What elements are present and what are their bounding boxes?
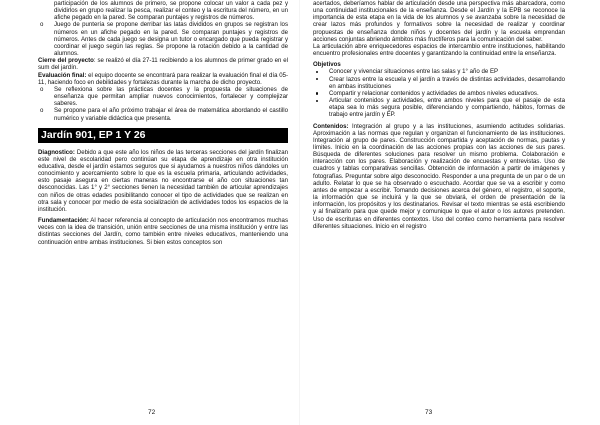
contenidos-text: Integración al grupo y a las instituciones, asumiendo actitudes solidarias. Aproximación a las normas que regulan y organizan el funcionamiento de las instituciones. Integración al grupo de pares. Construcción compartida y aceptación de normas, pautas y límites. Inicio en la coordinación de las acciones propias con las acciones de sus pares. Búsqueda de diferentes soluciones para resolver un mismo problema. Colaboración e interacción con los pares. Elaboración y realización de encuestas y entrevistas. Uso de cuadros y tablas comparativas sencillas. Obtención de información a partir de imágenes y fotografías. Preguntar sobre algo desconocido. Responder a una pregunta de un par o de un adulto. Relatar lo que se ha observado o escuchado. Acordar que se va a escribir y como antes de empezar a escribir. Tomando decisiones acerca del género, el registro, el soporte, la información que se incluirá y la que se obviará, el orden de presentación de la información, los propósitos y los destinatarios. Revisar el texto mientras se está escribiendo y al finalizarlo para que quede mejor y comunique lo que el autor o los autores pretenden. Uso de escrituras en diferentes contextos. Uso del conteo como herramienta para resolver diferentes situaciones. Inicio en el registro xyxy=(313,122,565,230)
bullet-icon xyxy=(316,78,318,80)
list-item-text: Crear lazos entre la escuela y el jardín a través de distintas actividades, desarrollando en ambas instituciones xyxy=(329,75,565,90)
page-number: 73 xyxy=(425,408,433,416)
diagnostico-text: Debido a que este año los niños de las terceras secciones del jardín finalizan este nivel de escolaridad pero continúan su etapa de aprendizaje en otra institución educativa, desde el jardín estamos seguros que si ayudamos a nuestros niños dándoles un conocimiento y acercamiento sobre lo que es la escuela primaria, articulando actividades, esto pasaje asegura en ciertas maneras no encontrarse el año con situaciones tan desconocidas. Las 1° y 2° secciones tienen la necesidad también de articular aprendizajes con niños de otras edades posibilitando conocer el tipo de actividades que se realizan en otra sala y conocer por medio de esta socialización de actividades todos los espacios de la institución. xyxy=(38,148,288,213)
continued-paragraph: participación de los alumnos de primero, se propone colocar un valor a cada pez y dividirlos en grupo realizar la pesca, realizar el conteo y la escritura del número, en un afiche pegado en la pared. Se comparan puntajes y registros de números. xyxy=(54,0,288,22)
contenidos-paragraph xyxy=(313,123,565,230)
articulacion-paragraph: acertados, deberíamos hablar de articulación desde una perspectiva más abarcadora, como una continuidad institucionales de la enseñanza. Desde el Jardín y la EPB se reconoce la importancia de esta etapa en la vida de los alumnos y se avanzaba sobre la necesidad de crear lazos más profundos y formativos sobre la necesidad de realizar y coordinar propuestas de enseñanza donde niños y docentes del jardín y la escuela emprendan acciones conjuntas abriendo ámbitos más fructíferos para la comunicación del saber. xyxy=(313,0,565,43)
list-item-text: Juego de puntería se propone derribar las latas divididos en grupos se registran los números en un afiche pegado en la pared. Se comparan puntajes y registros de números. Antes de cada juego se designa un tutor o encargado que pueda registrar y coordinar el juego según las reglas. Se propone la rotación debido a la cantidad de alumnos. xyxy=(54,21,288,58)
list-item xyxy=(313,68,565,75)
list-item-propuesta xyxy=(38,107,288,121)
list-item xyxy=(313,97,565,118)
evaluacion-paragraph xyxy=(38,72,288,86)
list-item-text: Compartir y relacionar contenidos y actividades de ambos niveles educativos. xyxy=(329,89,539,97)
right-page xyxy=(313,0,565,425)
list-item-text: Articular contenidos y actividades, entre ambos niveles para que el pasaje de esta etapa sea lo más segura posible, diferenciando y compartiendo, hábitos, formas de trabajo entre jardín y EP. xyxy=(329,97,565,119)
page-gutter xyxy=(299,0,300,425)
contenidos-label: Contenidos: xyxy=(313,122,349,130)
list-item xyxy=(313,90,565,97)
list-item xyxy=(313,76,565,90)
list-marker: o xyxy=(40,107,44,115)
bullet-icon xyxy=(316,71,318,73)
fundamentacion-label: Fundamentación: xyxy=(38,217,89,225)
diagnostico-label: Diagnostico: xyxy=(38,148,75,156)
list-item-text: Se reflexiona sobre las prácticas docentes y la propuesta de situaciones de enseñanza que permitan ampliar nuevos conocimientos, fortalecer y complejizar saberes. xyxy=(54,85,288,108)
objetivos-title: Objetivos xyxy=(313,61,341,69)
list-item-text: Se propone para el año próximo trabajar el área de matemática abordando el castillo numérico y variable didáctica que presenta. xyxy=(54,107,288,122)
fundamentacion-text: Al hacer referencia al concepto de articulación nos encontramos muchas veces con la idea de transición, unión entre secciones de una misma institución y entre las distintas secciones del Jardín, como también entre niveles educativos, manteniendo una continuación entre ambas instituciones. Si bien estos conceptos son xyxy=(38,217,288,246)
evaluacion-label: Evaluación final: xyxy=(38,71,87,79)
cierre-text: : se realizó el día 27-11 recibiendo a los alumnos de primer grado en el sum del jardín. xyxy=(38,57,288,72)
left-page xyxy=(38,0,288,425)
diagnostico-paragraph xyxy=(38,149,288,213)
list-item-reflexion xyxy=(38,86,288,107)
evaluacion-text: el equipo docente se encontrará para realizar la evaluación final el día 05-11, haciendo foco en debilidades y fortalezas durante la marcha de dicho proyecto. xyxy=(38,71,288,86)
list-marker: o xyxy=(40,85,44,93)
bullet-icon xyxy=(316,100,318,102)
page-number: 72 xyxy=(148,408,156,416)
list-marker: o xyxy=(40,21,44,29)
cierre-paragraph xyxy=(38,57,288,71)
bullet-icon xyxy=(316,92,318,94)
cierre-label: Cierre del proyecto xyxy=(38,57,94,65)
articulacion-paragraph-2: La articulación abre enriquecedores espacios de intercambio entre instituciones, habilitando encuentro profesionales entre docentes y garantizando la continuidad entre la enseñanza. xyxy=(313,42,565,58)
section-banner: Jardín 901, EP 1 Y 26 xyxy=(38,128,288,143)
fundamentacion-paragraph xyxy=(38,217,288,246)
list-item-punteria xyxy=(38,21,288,57)
list-item-text: Conocer y vivenciar situaciones entre las salas y 1° año de EP xyxy=(329,68,499,76)
